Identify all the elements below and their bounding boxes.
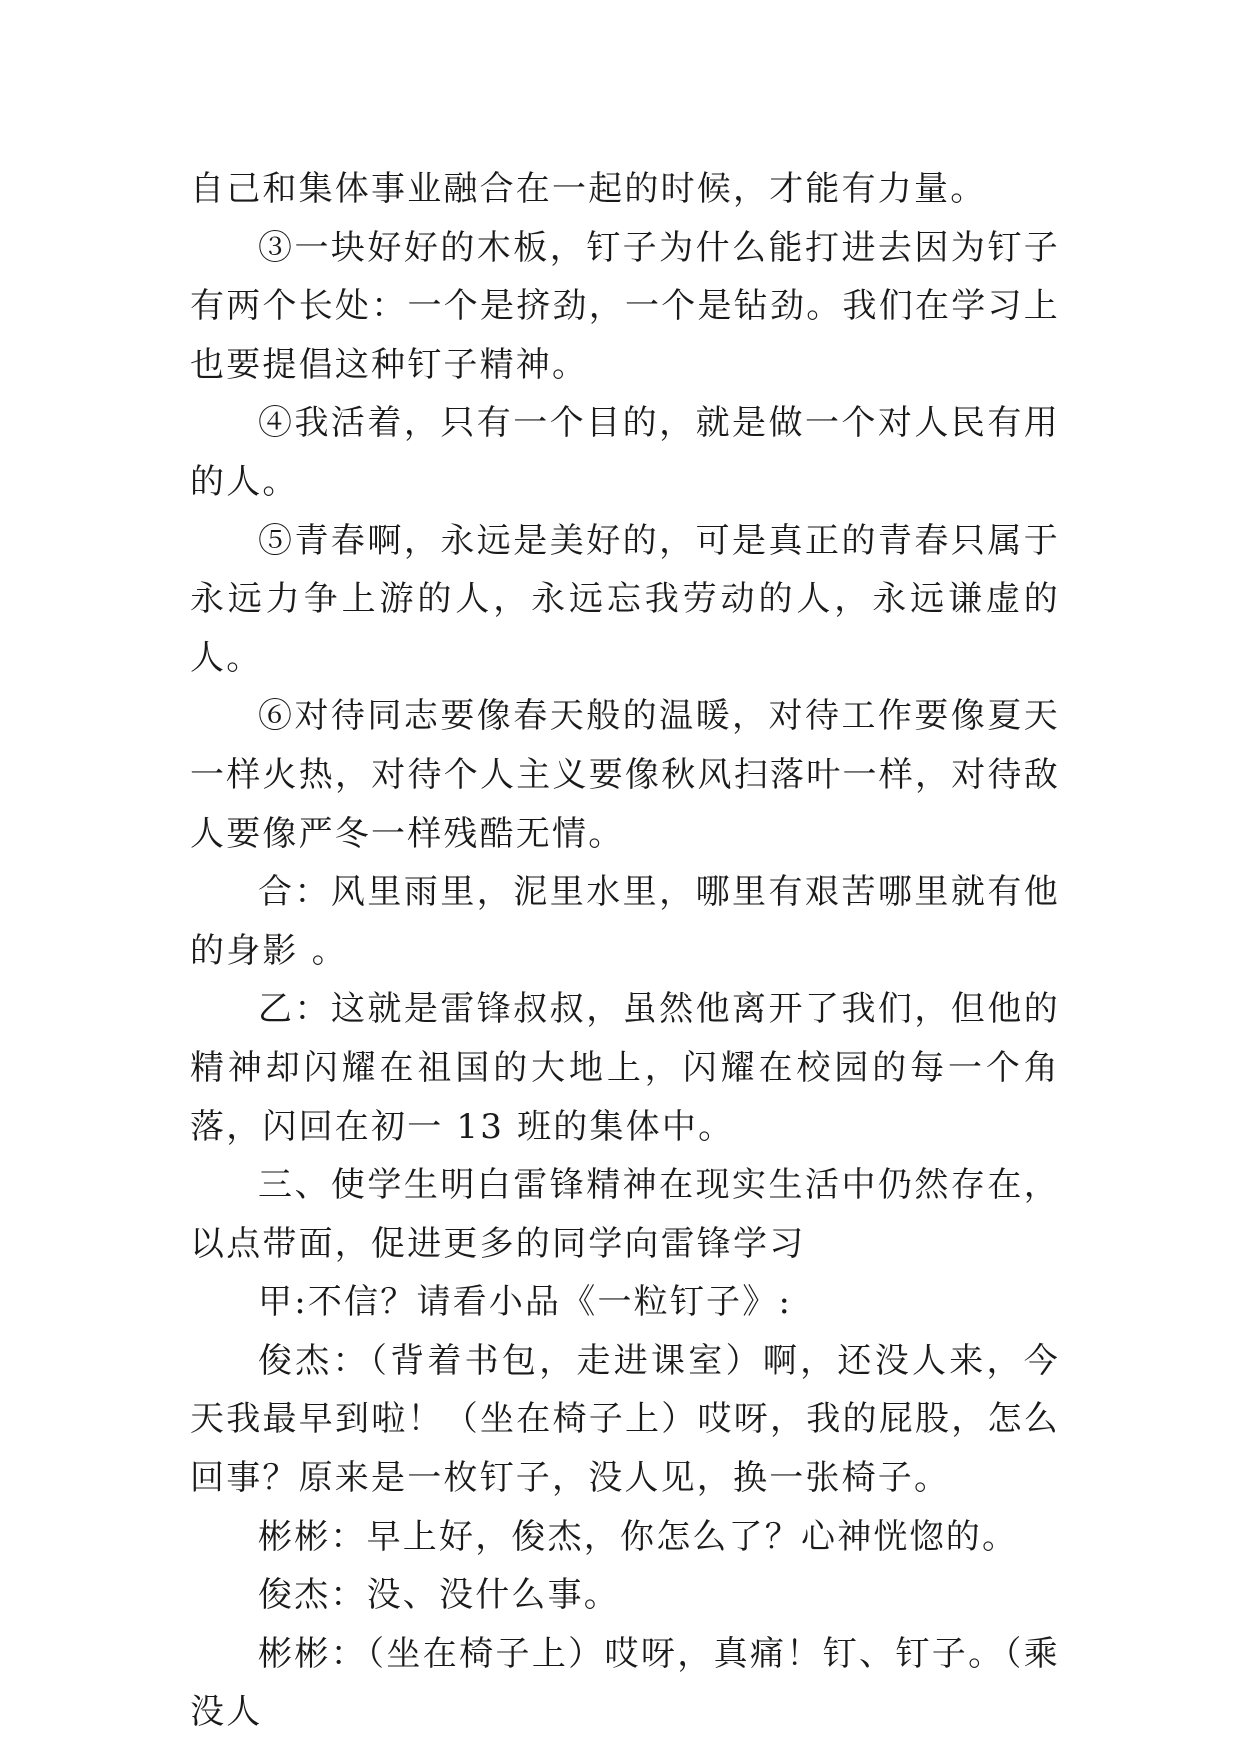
paragraph: ⑤青春啊，永远是美好的，可是真正的青春只属于永远力争上游的人，永远忘我劳动的人，永远谦虚的人。 [190, 520, 1060, 678]
paragraph: 乙：这就是雷锋叔叔，虽然他离开了我们，但他的精神却闪耀在祖国的大地上，闪耀在校园的每一个角落，闪回在初一 13 班的集体中。 [190, 989, 1060, 1147]
paragraph: 俊杰：（背着书包，走进课室）啊，还没人来，今天我最早到啦！（坐在椅子上）哎呀，我的屁股，怎么回事？原来是一枚钉子，没人见，换一张椅子。 [190, 1340, 1060, 1499]
paragraph: ④我活着，只有一个目的，就是做一个对人民有用的人。 [190, 403, 1060, 502]
paragraph: ③一块好好的木板，钉子为什么能打进去因为钉子有两个长处：一个是挤劲，一个是钻劲。我们在学习上也要提倡这种钉子精神。 [190, 227, 1060, 385]
paragraph: 俊杰：没、没什么事。 [258, 1575, 620, 1616]
document-body [190, 160, 1060, 1742]
paragraph: 彬彬：早上好，俊杰，你怎么了？心神恍惚的。 [258, 1516, 1019, 1557]
paragraph: 合：风里雨里，泥里水里，哪里有艰苦哪里就有他的身影 。 [190, 872, 1060, 971]
paragraph: 三、使学生明白雷锋精神在现实生活中仍然存在，以点带面，促进更多的同学向雷锋学习 [190, 1165, 1060, 1264]
paragraph: 自己和集体事业融合在一起的时候，才能有力量。 [190, 169, 987, 209]
paragraph: ⑥对待同志要像春天般的温暖，对待工作要像夏天一样火热，对待个人主义要像秋风扫落叶一样，对待敌人要像严冬一样残酷无情。 [190, 696, 1060, 854]
paragraph: 彬彬：（坐在椅子上）哎呀，真痛！钉、钉子。（乘没人 [190, 1633, 1060, 1733]
paragraph: 甲:不信？请看小品《一粒钉子》: [258, 1282, 793, 1323]
